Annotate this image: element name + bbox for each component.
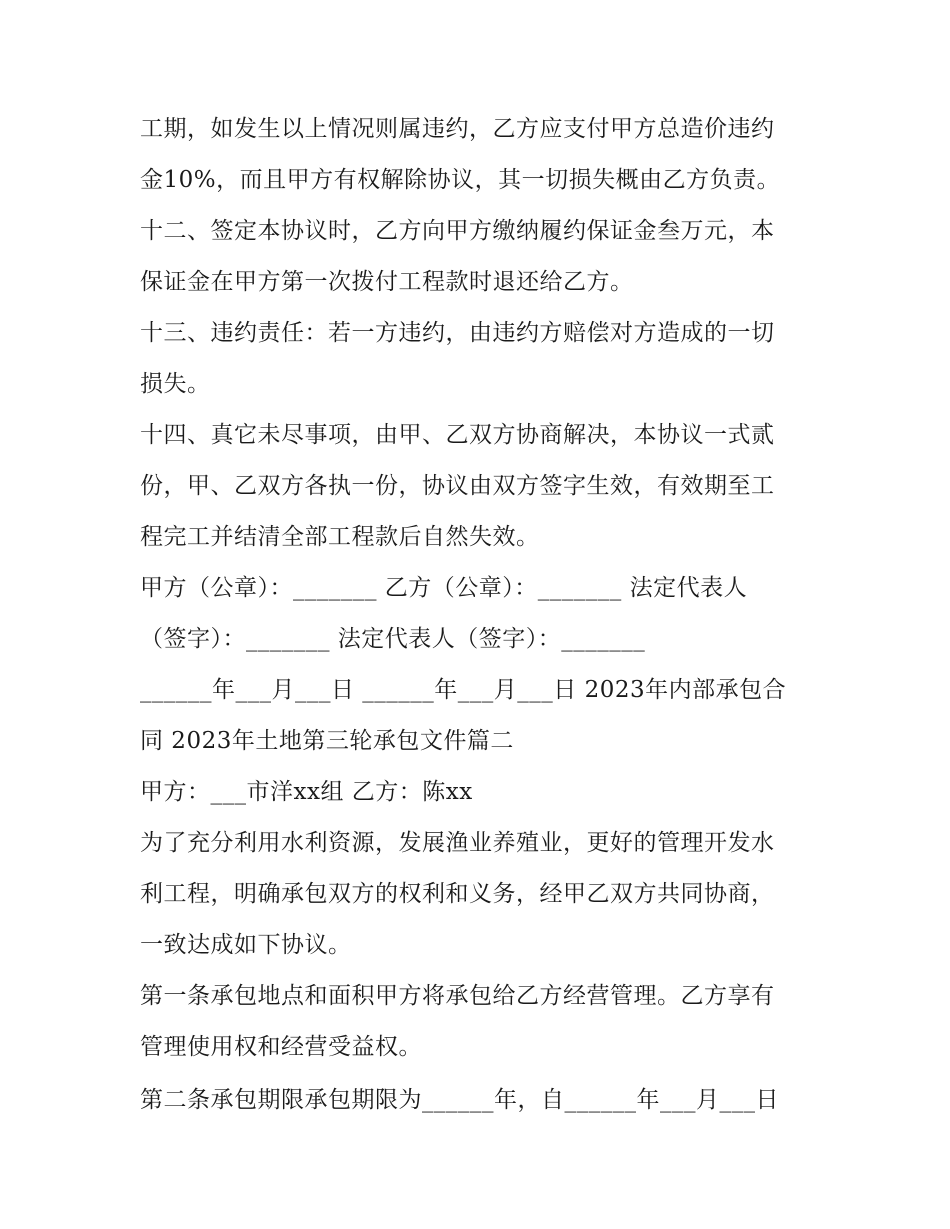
- text-line: 第一条承包地点和面积甲方将承包给乙方经营管理。乙方享有: [140, 983, 775, 1009]
- text-line: 十三、违约责任：若一方违约，由违约方赔偿对方造成的一切: [140, 320, 775, 346]
- text-line: 为了充分利用水利资源，发展渔业养殖业，更好的管理开发水: [140, 830, 775, 856]
- signature-line: 甲方（公章）：_______ 乙方（公章）：_______ 法定代表人: [140, 575, 748, 601]
- text-line: 程完工并结清全部工程款后自然失效。: [140, 524, 540, 550]
- text-line: 一致达成如下协议。: [140, 932, 352, 958]
- text-line: 管理使用权和经营受益权。: [140, 1034, 422, 1060]
- date-line: ______年___月___日 ______年___月___日 2023年内部承包合: [140, 677, 787, 703]
- text-line: 保证金在甲方第一次拨付工程款时退还给乙方。: [140, 269, 634, 295]
- text-line: 损失。: [140, 371, 211, 397]
- text-line: 金10%，而且甲方有权解除协议，其一切损失概由乙方负责。: [140, 167, 781, 193]
- section-title: 同 2023年土地第三轮承包文件篇二: [140, 728, 514, 754]
- text-line: 第二条承包期限承包期限为______年，自______年___月___日: [140, 1087, 779, 1113]
- text-line: 份，甲、乙双方各执一份，协议由双方签字生效，有效期至工: [140, 473, 775, 499]
- signature-line: （签字）：_______ 法定代表人（签字）：_______: [140, 626, 646, 652]
- document-body: [140, 104, 820, 1126]
- text-line: 十二、签定本协议时，乙方向甲方缴纳履约保证金叁万元，本: [140, 218, 775, 244]
- parties-line: 甲方：___市洋xx组 乙方：陈xx: [140, 779, 473, 805]
- text-line: 十四、真它未尽事项，由甲、乙双方协商解决，本协议一式贰: [140, 422, 775, 448]
- text-line: 利工程，明确承包双方的权利和义务，经甲乙双方共同协商，: [140, 881, 775, 907]
- text-line: 工期，如发生以上情况则属违约，乙方应支付甲方总造价违约: [140, 116, 775, 142]
